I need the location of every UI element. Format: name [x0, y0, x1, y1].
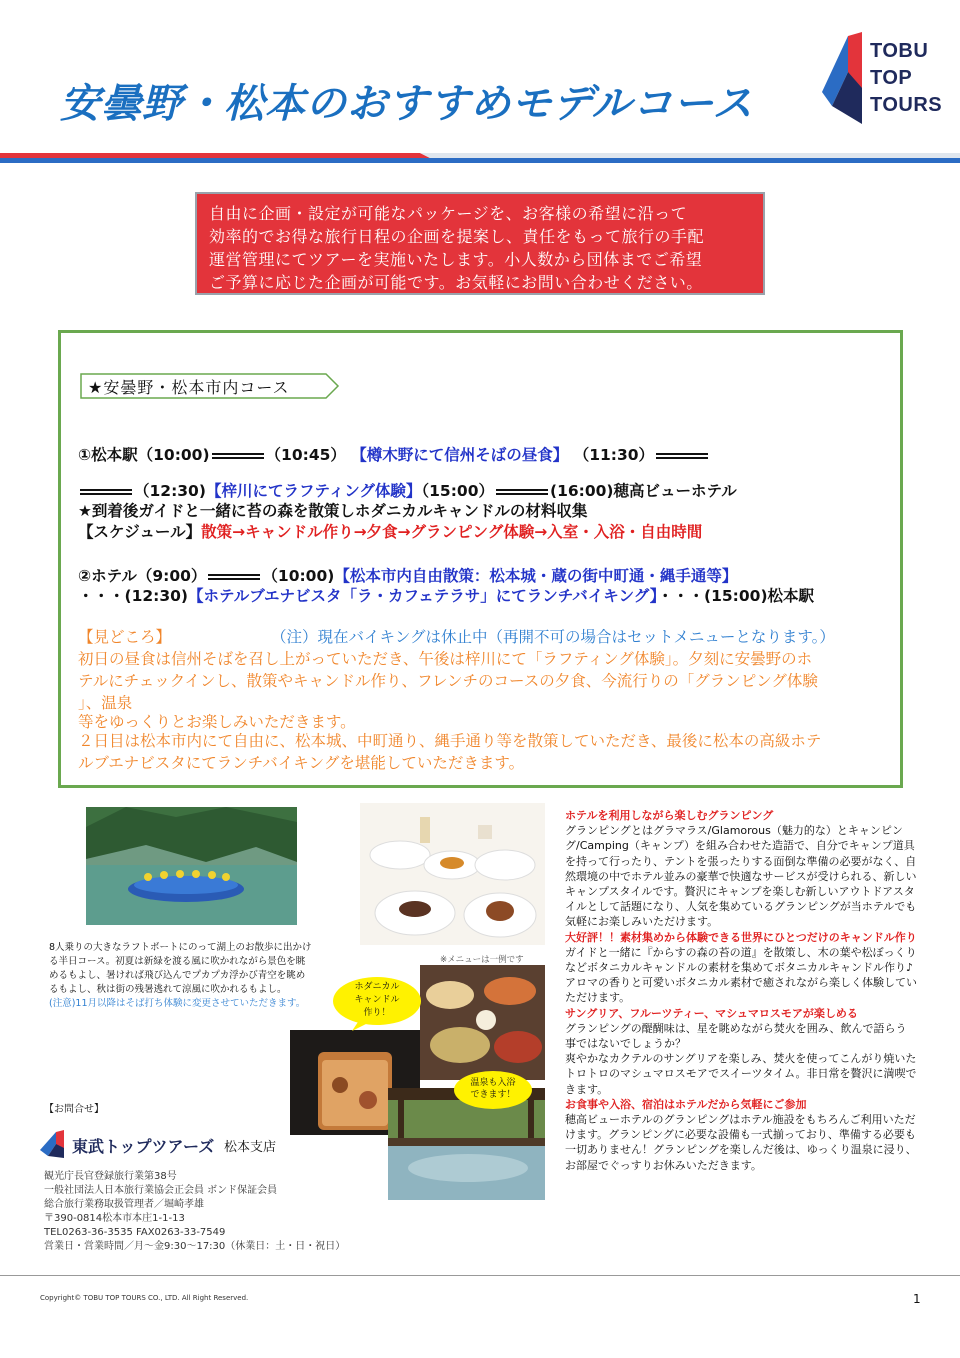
- logo-line-1: TOBU: [870, 40, 929, 62]
- day1-time: （12:30): [134, 482, 206, 500]
- onsen-bubble: [452, 1070, 534, 1112]
- branch-name: 松本支店: [224, 1140, 277, 1155]
- day2-time: ・・・(12:30): [78, 587, 189, 605]
- brand-mark-icon: [38, 1130, 70, 1158]
- footer-rule: [0, 1275, 960, 1276]
- day2-lunch: 【ホテルブエナビスタ「ラ・カフェテラサ」にてランチバイキング】: [188, 587, 658, 605]
- rafting-note: (注意)11月以降はそば打ち体験に変更させていただきます。: [49, 998, 306, 1009]
- day1-lunch: 【樽木野にて信州そばの昼食】: [351, 446, 569, 464]
- logo-line-3: TOURS: [870, 94, 943, 116]
- day1-line-c: ★到着後ガイドと一緒に苔の森を散策しホダニカルキャンドルの材料収集: [78, 502, 588, 520]
- day1-line-b: [78, 479, 737, 501]
- hotel-heading: お食事や入浴、宿泊はホテルだから気軽にご参加: [565, 1097, 807, 1111]
- route-line: [496, 489, 548, 495]
- schedule-label: 【スケジュール】: [78, 523, 202, 541]
- bubble-line: ホダニカル: [354, 982, 400, 992]
- intro-line: 運営管理にてツアーを実施いたします。小人数から団体までご希望: [209, 250, 703, 269]
- mido-line: ２日目は松本市内にて自由に、松本城、中町通り、縄手通り等を散策していただき、最後に松本の高級ホテ: [78, 732, 822, 750]
- day2-start: ②ホテル（9:00）: [78, 567, 207, 585]
- glamping-column: [565, 808, 917, 1173]
- copyright: Copyright© TOBU TOP TOURS CO., LTD. All Right Reserved.: [40, 1294, 249, 1302]
- contact-line: 総合旅行業務取扱管理者／堀崎孝雄: [44, 1199, 204, 1210]
- candle-bubble-text: [330, 981, 424, 1020]
- contact-line: 観光庁長官登録旅行業第38号: [44, 1171, 177, 1182]
- route-line: [212, 453, 264, 459]
- mido-line: 」、温泉: [78, 694, 133, 712]
- candle-heading: 大好評！！素材集めから体験できる世界にひとつだけのキャンドル作り: [565, 930, 917, 944]
- day1-time: （11:30）: [573, 446, 655, 464]
- schedule-text: 散策→キャンドル作り→夕食→グランピング体験→入室・入浴・自由時間: [201, 523, 703, 541]
- mido-note: （注）現在バイキングは休止中（再開不可の場合はセットメニューとなります。）: [271, 628, 835, 646]
- day2-sightseeing: 【松本市内自由散策：松本城・蔵の街中町通・縄手通等】: [334, 567, 738, 585]
- route-line: [80, 489, 132, 495]
- rafting-caption-line: めるもよし、暑ければ飛び込んでプカプカ浮かび青空を眺め: [49, 970, 306, 981]
- day1-line-a: [78, 443, 710, 465]
- hotel-text: 穂高ビューホテルのグランピングはホテル施設をもちろんご利用いただけます。グランピングに必要な設備も一式揃っており、準備する必要も一切ありません！グランピングを楽しんだ後は、ゆっくり温泉に浸り、お部屋でぐっすりお休みいただきます。: [565, 1113, 917, 1172]
- mido-heading: [78, 626, 835, 648]
- brand-name: 東武トップツアーズ: [72, 1137, 215, 1156]
- bubble-line: 作り！: [363, 1008, 391, 1018]
- glamping-heading: ホテルを利用しながら楽しむグランピング: [565, 809, 774, 822]
- intro-line: ご予算に応じた企画が可能です。お気軽にお問い合わせください。: [209, 273, 703, 292]
- route-line: [208, 574, 260, 580]
- day1-rafting: 【梓川にてラフティング体験】: [205, 482, 422, 500]
- contact-label: 【お問合せ】: [44, 1104, 104, 1115]
- day1-start: ①松本駅（10:00): [78, 446, 210, 464]
- day2-line-b: [78, 584, 814, 606]
- intro-box: [195, 192, 765, 295]
- mido-line: テルにチェックインし、散策やキャンドル作り、フレンチのコースの夕食、今流行りの「グランピング体験: [78, 672, 818, 690]
- rafting-caption-line: 8人乗りの大きなラフトボートにのって湖上のお散歩に出かけ: [49, 942, 312, 953]
- course-tag: [80, 373, 340, 399]
- candle-bubble: [330, 975, 424, 1031]
- intro-line: 効率的でお得な旅行日程の企画を提案し、責任をもって旅行の手配: [209, 227, 705, 246]
- rafting-caption-line: る半日コース。初夏は新緑を渡る風に吹かれながら景色を眺: [49, 956, 306, 967]
- rafting-caption-line: るもよし、秋は街の残暑逃れて涼風に吹かれるもよし。: [49, 984, 287, 995]
- intro-line: 自由に企画・設定が可能なパッケージを、お客様の希望に沿って: [209, 204, 688, 223]
- day1-hotel: (16:00)穂高ビューホテル: [549, 482, 737, 500]
- contact-line: 営業日・営業時間／月～金9:30～17:30（休業日：土・日・祝日）: [44, 1241, 346, 1252]
- onsen-bubble-text: [452, 1077, 534, 1101]
- mido-label: 【見どころ】: [78, 628, 172, 646]
- logo-line-2: TOP: [870, 67, 913, 89]
- logo-mark-icon: [818, 32, 870, 128]
- route-line: [656, 453, 708, 459]
- mido-line: 初日の昼食は信州そばを召し上がっていただき、午後は梓川にて「ラフティング体験」。夕刻に安曇野のホ: [78, 650, 813, 668]
- contact-line: 一般社団法人日本旅行業協会正会員 ボンド保証会員: [44, 1185, 278, 1196]
- day2-line-a: [78, 564, 737, 586]
- rafting-photo: [86, 807, 297, 925]
- drinks-heading: サングリア、フルーツティー、マシュマロスモアが楽しめる: [565, 1006, 858, 1020]
- day2-end: ・・・(15:00)松本駅: [657, 587, 815, 605]
- course-tag-label: ★安曇野・松本市内コース: [88, 378, 290, 397]
- menu-note: ※メニューは一例です: [440, 955, 524, 965]
- contact-line: TEL0263-36-3535 FAX0263-33-7549: [44, 1227, 226, 1238]
- mido-line: ルブエナビスタにてランチバイキングを堪能していただきます。: [78, 754, 525, 772]
- day1-time: （10:45）: [265, 446, 346, 464]
- drinks-text-2: 爽やかなカクテルのサングリアを楽しみ、焚火を使ってこんがり焼いたトロトロのマシュマロスモアでスイーツタイム。非日常を贅沢に満喫できます。: [565, 1052, 917, 1096]
- page-number: 1: [913, 1292, 921, 1306]
- mido-line: 等をゆっくりとお楽しみいただきます。: [78, 713, 356, 731]
- day1-line-d: [78, 520, 702, 542]
- bubble-line: 温泉も入浴: [470, 1078, 516, 1088]
- day2-time: （10:00): [262, 567, 335, 585]
- title-rule: [0, 153, 960, 163]
- bubble-line: キャンドル: [354, 995, 400, 1005]
- candle-text-2: アロマの香りと可愛いボタニカル素材で癒されながら楽しく体験していただけます。: [565, 976, 917, 1005]
- contact-line: 〒390-0814松本市本庄1-1-13: [44, 1213, 185, 1224]
- glamping-text: グランピングとはグラマラス/Glamorous（魅力的な）とキャンピング/Camping（キャンプ）を組み合わせた造語で、自分でキャンプ道具を持って行ったり、テントを張ったりする面倒な準備の必要がなく、自然環境の中でホテル並みの豪華で快適なサービスが受けられる、新しいキャンプスタイルです。贅沢にキャンプを楽しむ新しいアウトドアスタイルとして話題になり、人気を集めているグランピングが当ホテルでも気軽にお楽しみいただけます。: [565, 824, 917, 929]
- buffet-photo: [420, 965, 545, 1080]
- page-title: 安曇野・松本のおすすめモデルコース: [60, 81, 754, 127]
- drinks-text: グランピングの醍醐味は、星を眺めながら焚火を囲み、飲んで語らう事ではないでしょうか？: [565, 1021, 907, 1051]
- candle-text: ガイドと一緒に『からすの森の苔の道』を散策し、木の葉や松ぼっくりなどボタニカルキャンドルの素材を集めてボタニカルキャンドル作り♪: [565, 945, 917, 975]
- day1-time: （15:00）: [421, 482, 494, 500]
- french-course-photo: [360, 803, 545, 945]
- tobu-top-tours-logo: [818, 32, 943, 132]
- bubble-line: できます！: [470, 1090, 516, 1100]
